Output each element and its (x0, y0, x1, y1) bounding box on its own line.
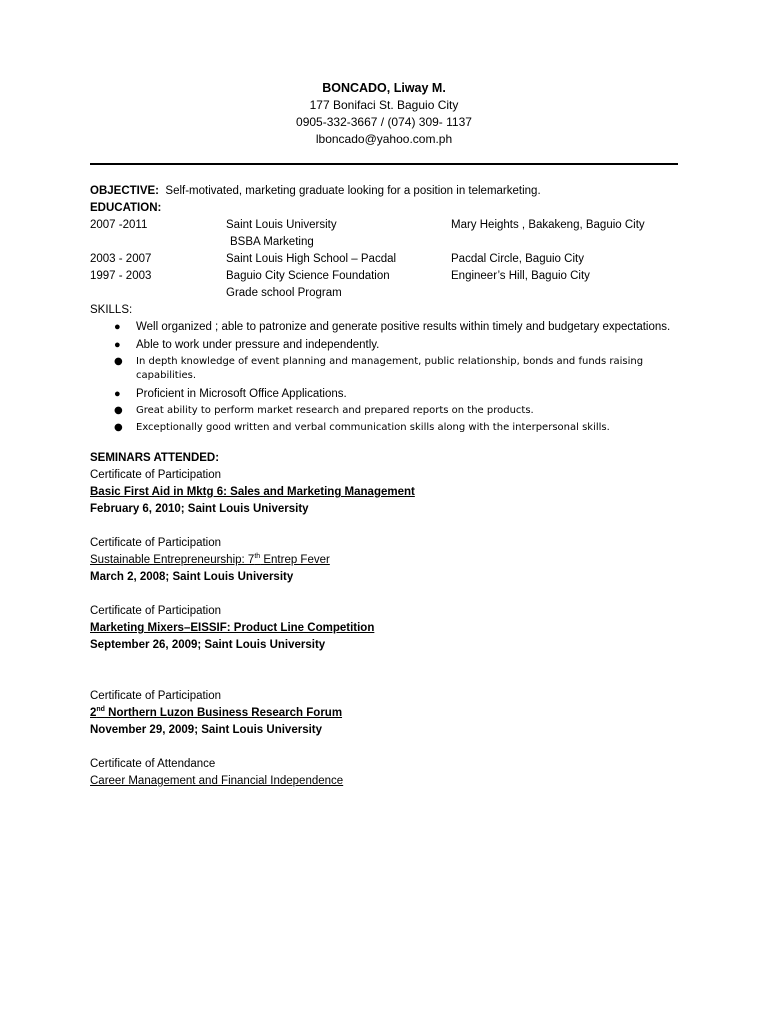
skills-list (90, 319, 690, 435)
bullet-icon: ● (114, 388, 121, 400)
skill-text: Well organized ; able to patronize and generate positive results within timely and budgetary expectations. (136, 321, 671, 333)
seminar-date: September 26, 2009; Saint Louis University (90, 639, 326, 651)
skill-text: Able to work under pressure and independently. (136, 339, 380, 351)
education-location: Engineer’s Hill, Baguio City (451, 270, 590, 282)
bullet-icon: ● (114, 321, 121, 333)
skill-item (90, 337, 696, 354)
skill-item (90, 355, 696, 383)
education-entry (90, 268, 690, 285)
seminar-date: November 29, 2009; Saint Louis University (90, 724, 323, 736)
seminars-label: SEMINARS ATTENDED: (90, 452, 220, 464)
education-years: 2003 - 2007 (90, 253, 152, 265)
education-location: Pacdal Circle, Baguio City (451, 253, 584, 265)
skill-text: Proficient in Microsoft Office Applications. (136, 388, 347, 400)
education-school: Baguio City Science Foundation (226, 270, 390, 282)
education-entry (90, 217, 690, 234)
education-program-row (90, 285, 690, 302)
seminar-title-part: Entrep Fever (260, 554, 330, 566)
education-program-row (90, 234, 690, 251)
bullet-icon: ● (114, 339, 121, 351)
seminar-date: March 2, 2008; Saint Louis University (90, 571, 294, 583)
seminar-date: February 6, 2010; Saint Louis University (90, 503, 309, 515)
education-years: 2007 -2011 (90, 219, 148, 231)
certificate-type: Certificate of Participation (90, 690, 222, 702)
skill-item (90, 404, 696, 418)
skill-text: In depth knowledge of event planning and management, public relationship, bonds and funds raising capabilities. (136, 356, 644, 381)
seminar-title-part: Northern Luzon Business Research Forum (104, 707, 343, 719)
skill-item (90, 386, 696, 403)
skill-text: Exceptionally good written and verbal communication skills along with the interpersonal skills. (136, 422, 610, 433)
header-divider (90, 163, 678, 165)
bullet-icon: ● (114, 422, 123, 433)
email: lboncado@yahoo.com.ph (315, 132, 453, 146)
seminar-title: Marketing Mixers–EISSIF: Product Line Competition (90, 622, 375, 634)
education-years: 1997 - 2003 (90, 270, 152, 282)
address: 177 Bonifaci St. Baguio City (309, 98, 459, 112)
seminar-title: Basic First Aid in Mktg 6: Sales and Marketing Management (90, 486, 415, 498)
objective-line (90, 183, 690, 200)
education-school: Saint Louis University (226, 219, 337, 231)
education-label: EDUCATION: (90, 202, 162, 214)
education-program: BSBA Marketing (230, 236, 314, 248)
seminar-title: Career Management and Financial Independence (90, 775, 344, 787)
education-entry (90, 251, 690, 268)
applicant-name: BONCADO, Liway M. (322, 81, 446, 95)
skill-text: Great ability to perform market research and prepared reports on the products. (136, 405, 534, 416)
seminar-title (90, 705, 690, 722)
certificate-type: Certificate of Participation (90, 537, 222, 549)
skill-item (90, 421, 696, 435)
certificate-type: Certificate of Participation (90, 605, 222, 617)
education-location: Mary Heights , Bakakeng, Baguio City (451, 219, 645, 231)
education-school: Saint Louis High School – Pacdal (226, 253, 397, 265)
bullet-icon: ● (114, 356, 123, 367)
resume-header (0, 80, 768, 148)
seminar-title-sup: nd (96, 706, 105, 714)
phone-numbers: 0905-332-3667 / (074) 309- 1137 (296, 115, 472, 129)
resume-body (90, 183, 690, 790)
objective-label: OBJECTIVE: (90, 185, 160, 197)
bullet-icon: ● (114, 405, 123, 416)
seminar-title-part: 2 (90, 707, 97, 719)
certificate-type: Certificate of Attendance (90, 758, 216, 770)
skill-item (90, 319, 696, 336)
education-program: Grade school Program (226, 287, 342, 299)
objective-text: Self-motivated, marketing graduate looking for a position in telemarketing. (165, 185, 541, 197)
seminar-title-part: Sustainable Entrepreneurship: 7 (90, 554, 255, 566)
skills-label: SKILLS: (90, 304, 133, 316)
seminar-title-sup: th (254, 553, 261, 561)
seminar-title (90, 552, 690, 569)
certificate-type: Certificate of Participation (90, 469, 222, 481)
